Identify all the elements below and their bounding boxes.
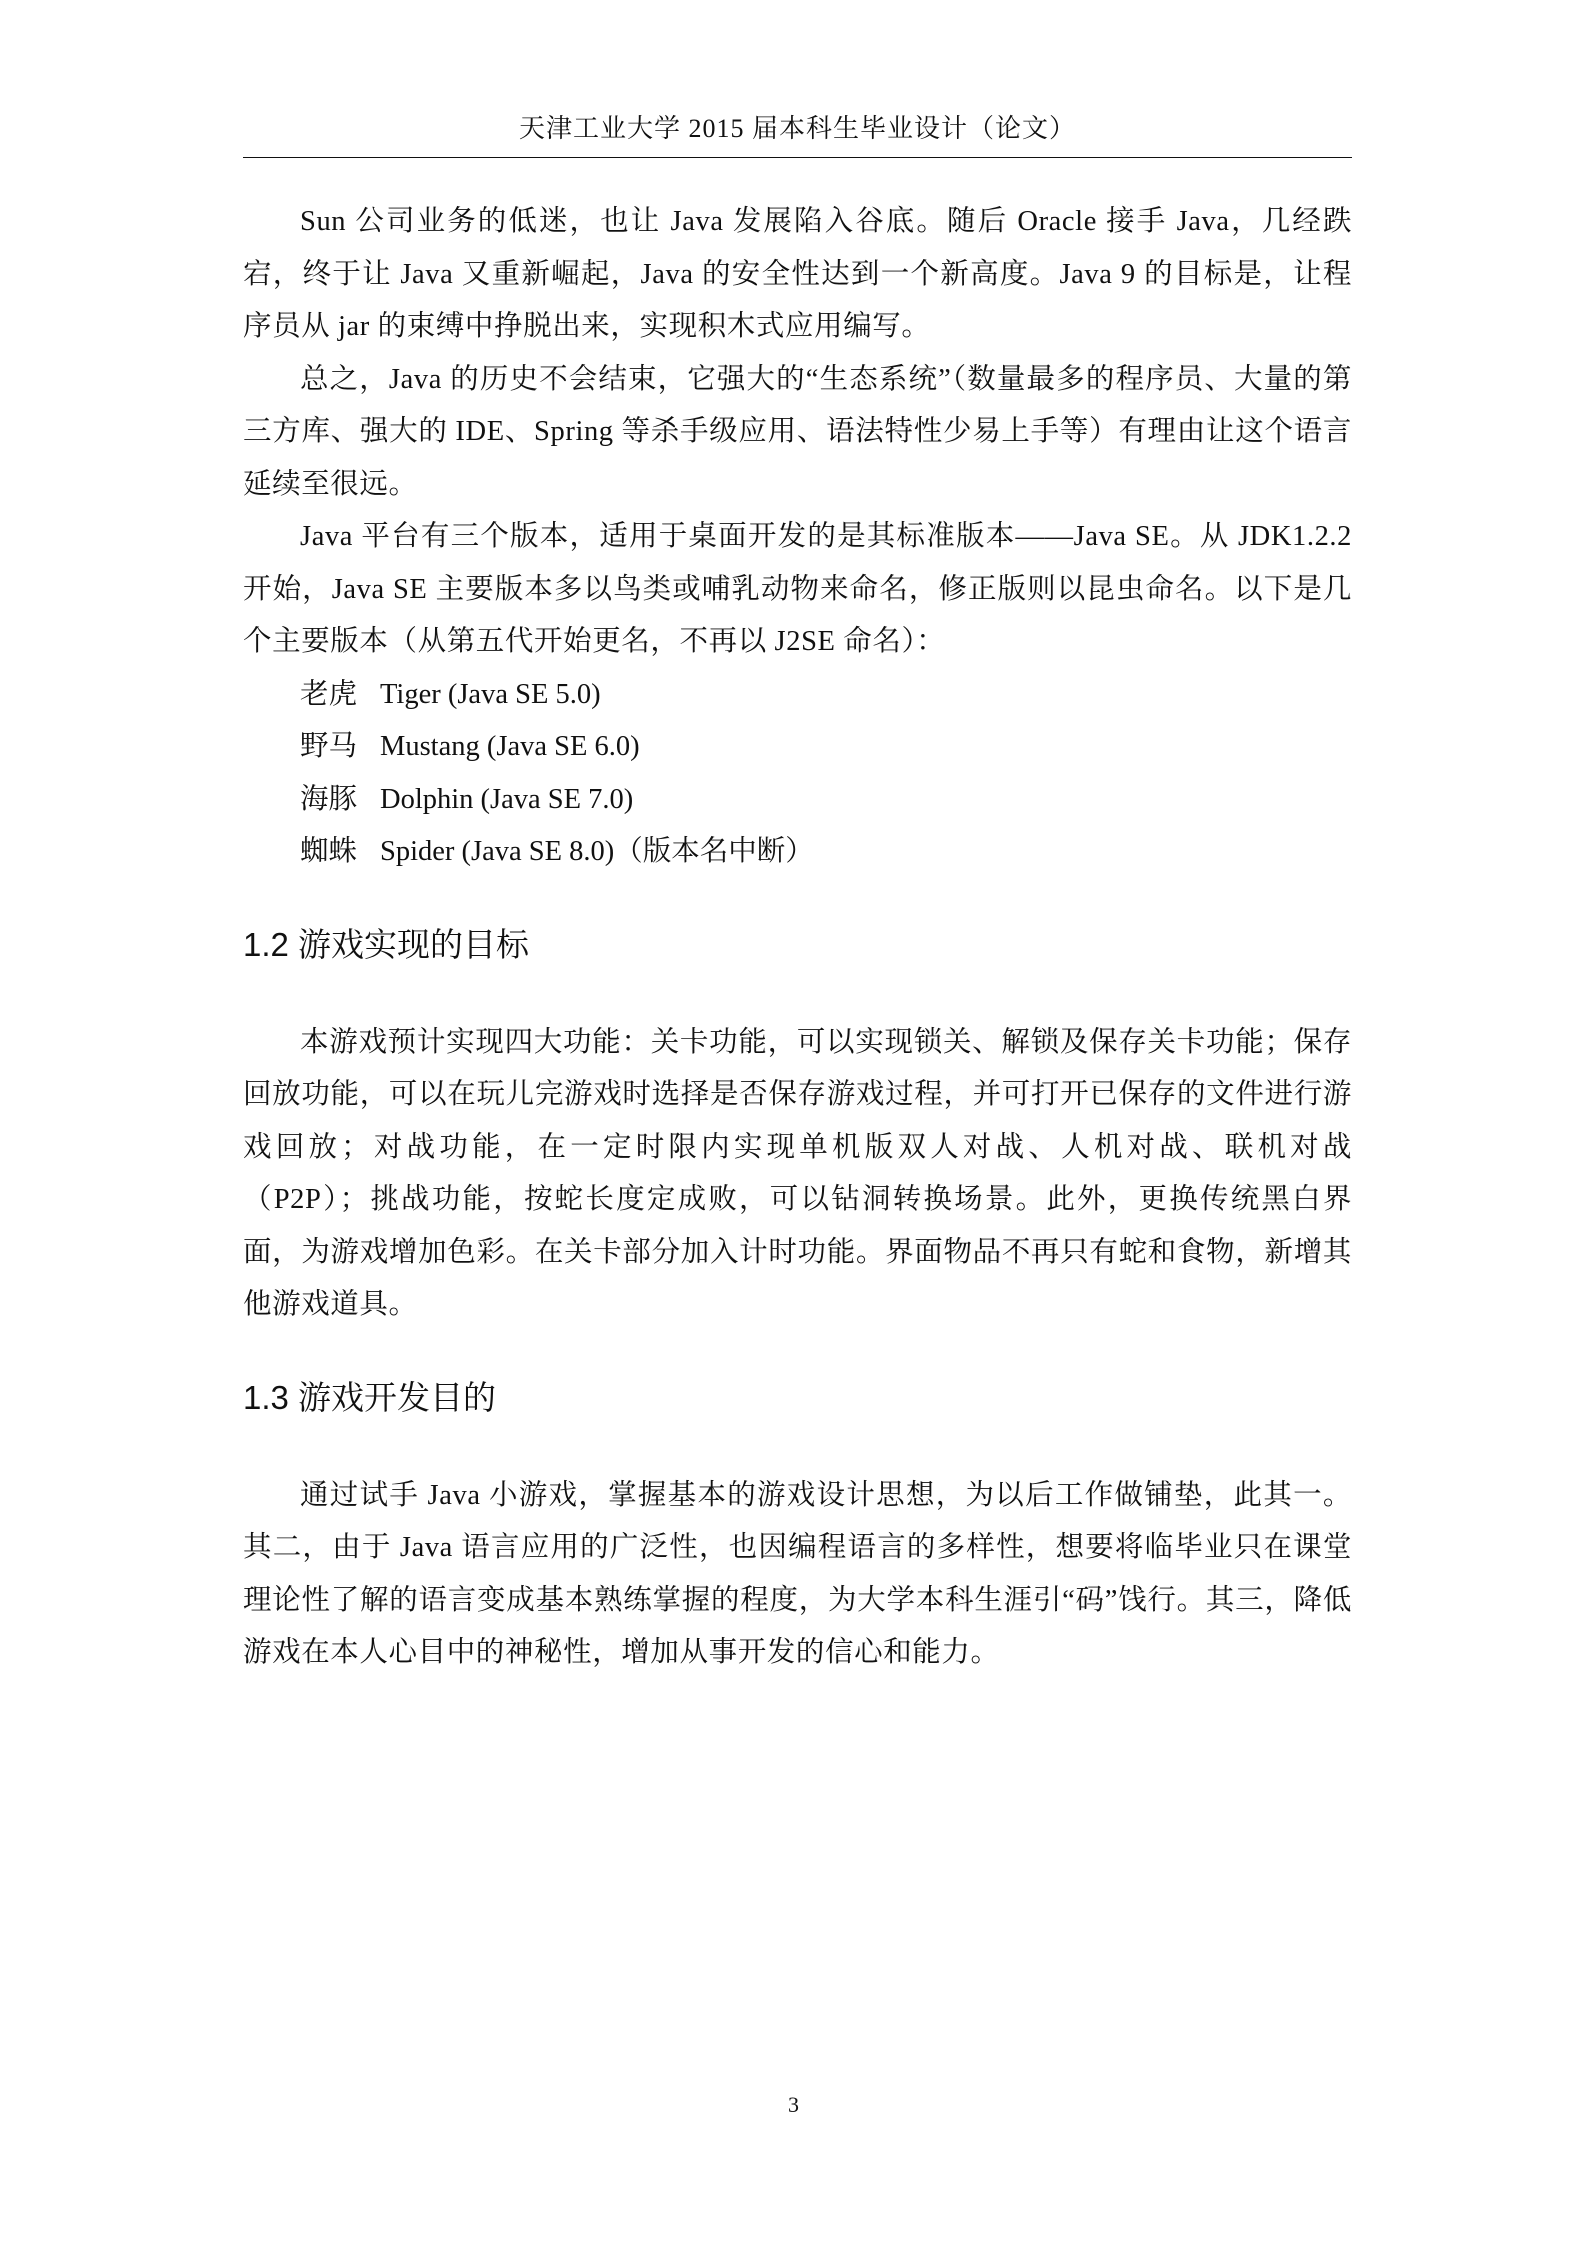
section-heading-1-3: 1.3 游戏开发目的 — [243, 1378, 497, 1416]
page-number: 3 — [788, 2092, 799, 2117]
paragraph-game-goals: 本游戏预计实现四大功能：关卡功能，可以实现锁关、解锁及保存关卡功能；保存回放功能，可以在玩儿完游戏时选择是否保存游戏过程，并可打开已保存的文件进行游戏回放；对战功能，在一定时限内实现单机版双人对战、人机对战、联机对战（P2P）；挑战功能，按蛇长度定成败，可以钻洞转换场景。此外，更换传统黑白界面，为游戏增加色彩。在关卡部分加入计时功能。界面物品不再只有蛇和食物，新增其他游戏道具。 — [243, 1026, 1352, 1320]
section-heading-1-2: 1.2 游戏实现的目标 — [243, 925, 530, 963]
header-divider — [243, 157, 1352, 158]
version-item: 海豚 Dolphin (Java SE 7.0) — [300, 783, 634, 815]
version-list — [243, 669, 1352, 879]
paragraph-java-history: Sun 公司业务的低迷，也让 Java 发展陷入谷底。随后 Oracle 接手 Java，几经跌宕，终于让 Java 又重新崛起，Java 的安全性达到一个新高度。Java 9 的目标是，让程序员从 jar 的束缚中挣脱出来，实现积木式应用编写。 — [243, 206, 1352, 342]
version-item: 野马 Mustang (Java SE 6.0) — [300, 731, 640, 762]
running-header: 天津工业大学 2015 届本科生毕业设计（论文） — [518, 114, 1076, 143]
paragraph-java-versions: Java 平台有三个版本，适用于桌面开发的是其标准版本——Java SE。从 JDK1.2.2 开始，Java SE 主要版本多以鸟类或哺乳动物来命名，修正版则以昆虫命名。以下是几个主要版本（从第五代开始更名，不再以 J2SE 命名）： — [243, 521, 1352, 657]
paragraph-java-ecosystem: 总之，Java 的历史不会结束，它强大的“生态系统”（数量最多的程序员、大量的第三方库、强大的 IDE、Spring 等杀手级应用、语法特性少易上手等）有理由让这个语言延续至很远。 — [243, 363, 1352, 500]
paragraph-dev-purpose: 通过试手 Java 小游戏，掌握基本的游戏设计思想，为以后工作做铺垫，此其一。其二，由于 Java 语言应用的广泛性，也因编程语言的多样性，想要将临毕业只在课堂理论性了解的语言变成基本熟练掌握的程度，为大学本科生涯引“码”饯行。其三，降低游戏在本人心目中的神秘性，增加从事开发的信心和能力。 — [243, 1479, 1352, 1668]
version-item: 老虎 Tiger (Java SE 5.0) — [300, 678, 601, 710]
page-content — [243, 196, 1352, 1680]
version-item: 蜘蛛 Spider (Java SE 8.0)（版本名中断） — [300, 836, 814, 867]
